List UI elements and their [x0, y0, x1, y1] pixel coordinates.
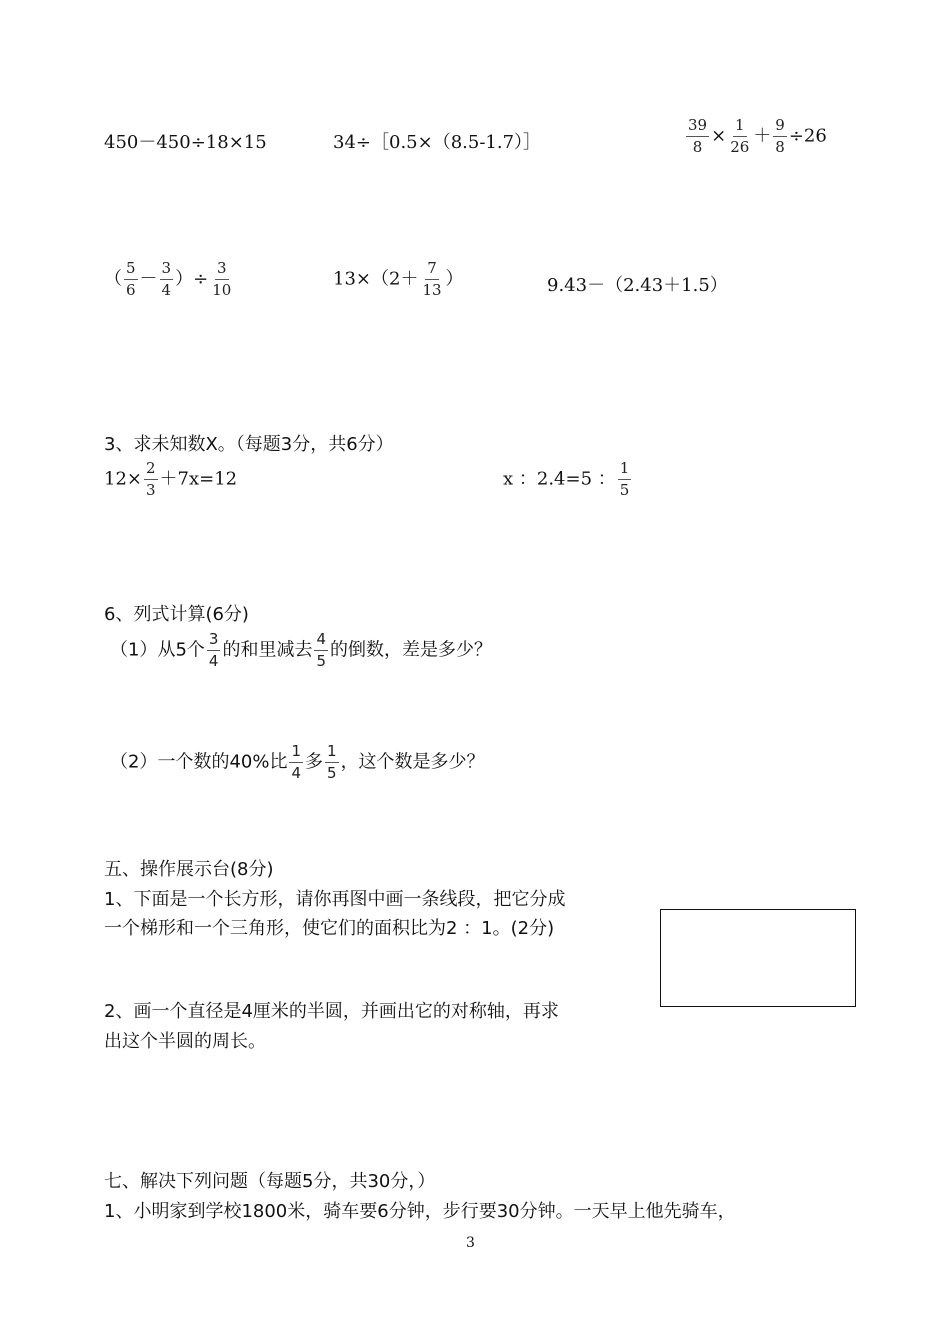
task-2-line-1: 2、画一个直径是4厘米的半圆，并画出它的对称轴，再求	[104, 1001, 559, 1022]
expr-1: 450－450÷18×15	[104, 132, 267, 153]
section-7-title: 七、解决下列问题（每题5分，共30分，）	[104, 1171, 436, 1192]
task-1-line-1: 1、下面是一个长方形，请你再图中画一条线段，把它分成	[104, 889, 566, 910]
fraction: $\frac{2}{3}$	[146, 459, 156, 499]
fraction: $\frac{9}{8}$	[775, 116, 785, 156]
problem-7-1: 1、小明家到学校1800米，骑车要6分钟，步行要30分钟。一天早上他先骑车，	[104, 1201, 736, 1222]
equation-2: x ：2.4=5 ： $\frac{1}{5}$	[503, 459, 630, 499]
question-6-1: （1）从5个 $\frac{3}{4}$ 的和里减去 $\frac{4}{5}$ 的倒数，差是多少？	[110, 630, 492, 670]
expr-6: 9.43－（2.43＋1.5）	[547, 275, 728, 296]
expr-4: （ $\frac{5}{6}$ － $\frac{3}{4}$ ）÷ $\frac{3}{10}$	[104, 259, 232, 299]
fraction: $\frac{5}{6}$	[126, 259, 136, 299]
section-3-title: 3、求未知数X。（每题3分，共6分）	[104, 434, 394, 455]
fraction: $\frac{1}{5}$	[327, 742, 337, 782]
expr-3: $\frac{39}{8}$ × $\frac{1}{26}$ ＋ $\frac{9}{8}$ ÷26	[688, 116, 827, 156]
fraction: $\frac{3}{4}$	[161, 259, 172, 299]
rectangle-figure	[660, 909, 856, 1007]
page-number: 3	[466, 1235, 475, 1251]
expr-5: 13×（2＋ $\frac{7}{13}$ ）	[333, 259, 464, 299]
fraction: $\frac{1}{26}$	[730, 116, 750, 156]
equation-1: 12× $\frac{2}{3}$ ＋7x=12	[104, 459, 238, 499]
section-6-title: 6、列式计算(6分)	[104, 604, 249, 625]
fraction: $\frac{4}{5}$	[316, 630, 326, 670]
task-1-line-2: 一个梯形和一个三角形，使它们的面积比为2 ：1。(2分)	[104, 918, 555, 939]
question-6-2: （2）一个数的40%比 $\frac{1}{4}$ 多 $\frac{1}{5}$ ，这个数是多少？	[110, 742, 485, 782]
section-5-title: 五、操作展示台(8分)	[104, 859, 274, 880]
expr-2: 34÷［0.5×（8.5-1.7）］	[333, 132, 542, 153]
fraction: $\frac{7}{13}$	[422, 259, 442, 299]
fraction: $\frac{1}{4}$	[291, 742, 302, 782]
task-2-line-2: 出这个半圆的周长。	[104, 1031, 266, 1052]
fraction: $\frac{1}{5}$	[619, 459, 630, 499]
fraction: $\frac{3}{10}$	[212, 259, 232, 299]
fraction: $\frac{3}{4}$	[208, 630, 219, 670]
fraction: $\frac{39}{8}$	[688, 116, 708, 156]
